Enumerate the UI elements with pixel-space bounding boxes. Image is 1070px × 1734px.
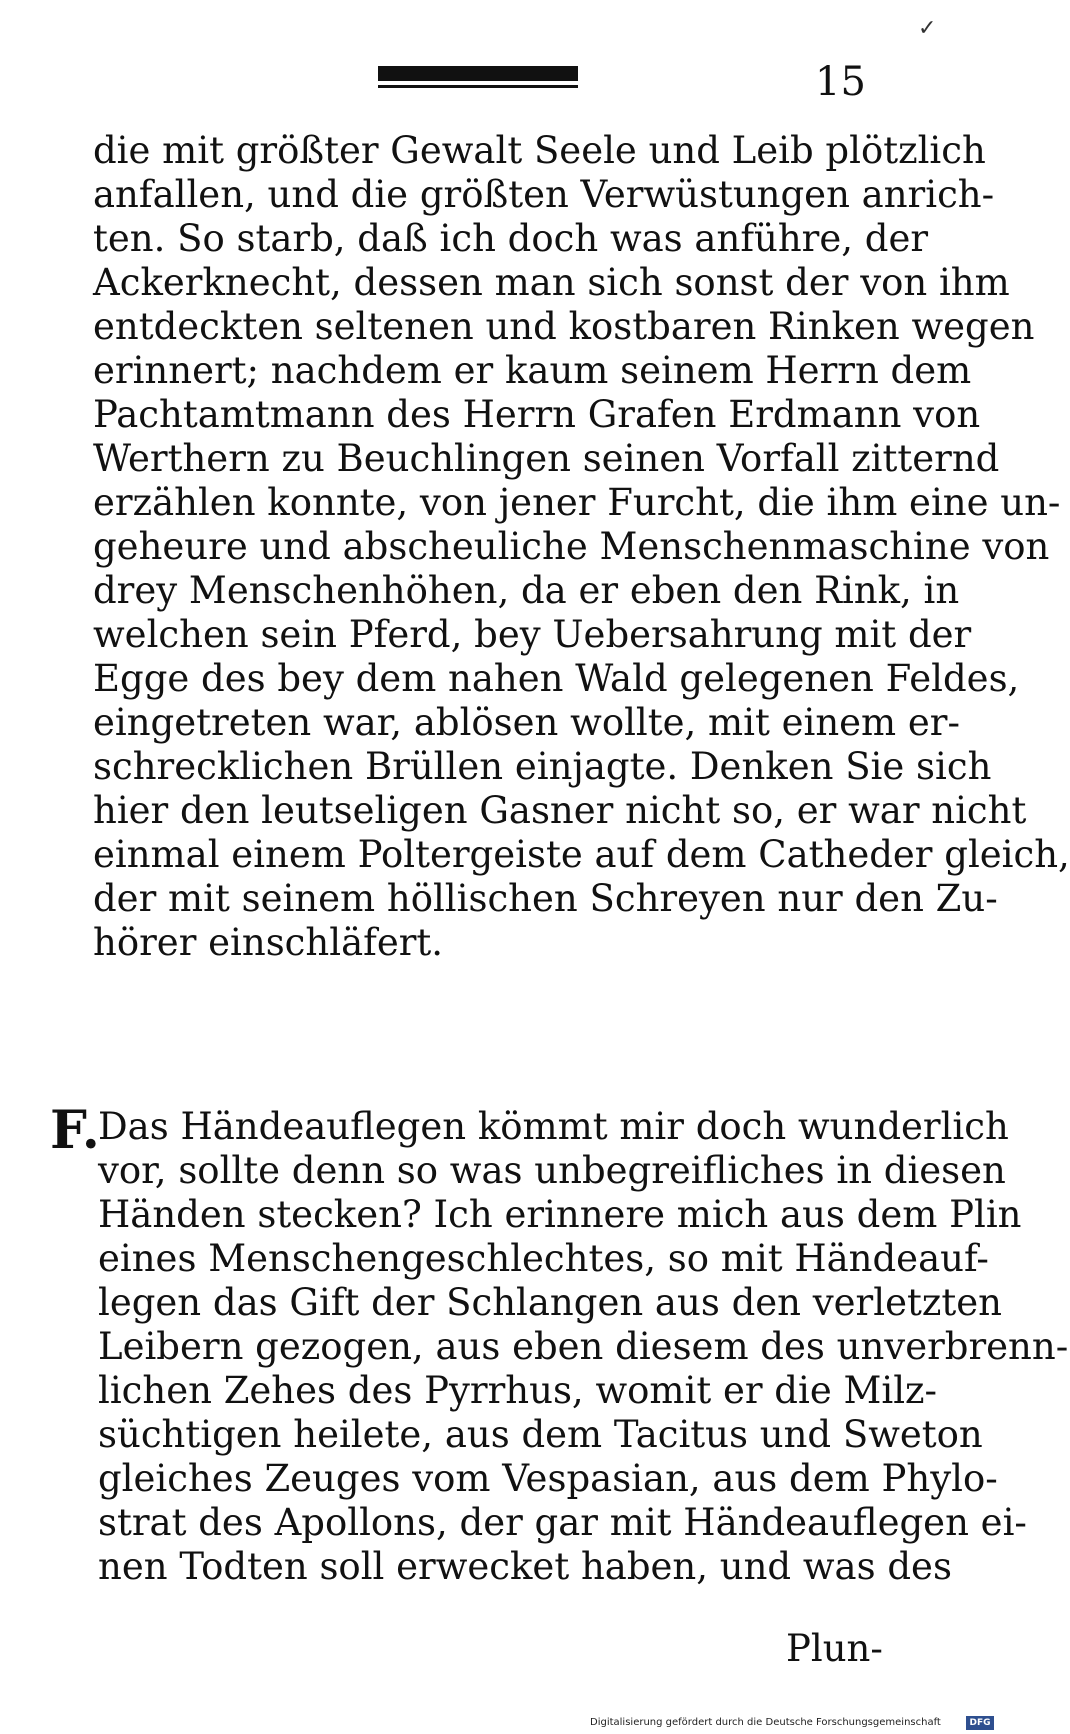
text-line: vor, sollte denn so was unbegreifliches in diesen <box>98 1149 1006 1192</box>
text-line: ten. So starb, daß ich doch was anführe, der <box>93 217 929 260</box>
text-line: Ackerknecht, dessen man sich sonst der von ihm <box>93 261 1010 304</box>
text-line: erzählen konnte, von jener Furcht, die ihm eine un- <box>93 481 1061 524</box>
page-number: 15 <box>815 59 866 105</box>
text-line: eingetreten war, ablösen wollte, mit einem er- <box>93 701 960 744</box>
text-line: hörer einschläfert. <box>93 921 444 964</box>
text-line: Egge des bey dem nahen Wald gelegenen Feldes, <box>93 657 1020 700</box>
speaker-label: F. <box>50 1100 100 1161</box>
text-line: der mit seinem höllischen Schreyen nur den Zu- <box>93 877 998 920</box>
text-line: süchtigen heilete, aus dem Tacitus und Sweton <box>98 1413 983 1456</box>
footer-credit: Digitalisierung gefördert durch die Deutsche Forschungsgemeinschaft <box>590 1717 941 1728</box>
text-line: eines Menschengeschlechtes, so mit Händeauf- <box>98 1237 989 1280</box>
text-line: legen das Gift der Schlangen aus den verletzten <box>98 1281 1002 1324</box>
header-rule <box>378 66 578 81</box>
text-line: Händen stecken? Ich erinnere mich aus dem Plin <box>98 1193 1022 1236</box>
text-line: drey Menschenhöhen, da er eben den Rink, in <box>93 569 960 612</box>
check-mark-icon: ✓ <box>918 16 937 41</box>
text-line: anfallen, und die größten Verwüstungen anrich- <box>93 173 995 216</box>
text-line: strat des Apollons, der gar mit Händeauflegen ei- <box>98 1501 1027 1544</box>
text-line: Pachtamtmann des Herrn Grafen Erdmann von <box>93 393 981 436</box>
text-line: Das Händeauflegen kömmt mir doch wunderlich <box>98 1105 1009 1148</box>
catchword: Plun- <box>786 1627 883 1670</box>
text-line: die mit größter Gewalt Seele und Leib plötzlich <box>93 129 986 172</box>
text-line: welchen sein Pferd, bey Uebersahrung mit der <box>93 613 972 656</box>
dfg-logo: DFG <box>966 1716 994 1730</box>
text-line: hier den leutseligen Gasner nicht so, er war nicht <box>93 789 1027 832</box>
text-line: gleiches Zeuges vom Vespasian, aus dem Phylo- <box>98 1457 998 1500</box>
text-line: einmal einem Poltergeiste auf dem Catheder gleich, <box>93 833 1070 876</box>
text-line: erinnert; nachdem er kaum seinem Herrn dem <box>93 349 972 392</box>
text-line: entdeckten seltenen und kostbaren Rinken wegen <box>93 305 1035 348</box>
text-line: schrecklichen Brüllen einjagte. Denken Sie sich <box>93 745 992 788</box>
text-line: geheure und abscheuliche Menschenmaschine von <box>93 525 1050 568</box>
text-line: Werthern zu Beuchlingen seinen Vorfall zitternd <box>93 437 1000 480</box>
text-line: lichen Zehes des Pyrrhus, womit er die Milz- <box>98 1369 938 1412</box>
text-line: Leibern gezogen, aus eben diesem des unverbrenn- <box>98 1325 1069 1368</box>
text-line: nen Todten soll erwecket haben, und was des <box>98 1545 952 1588</box>
